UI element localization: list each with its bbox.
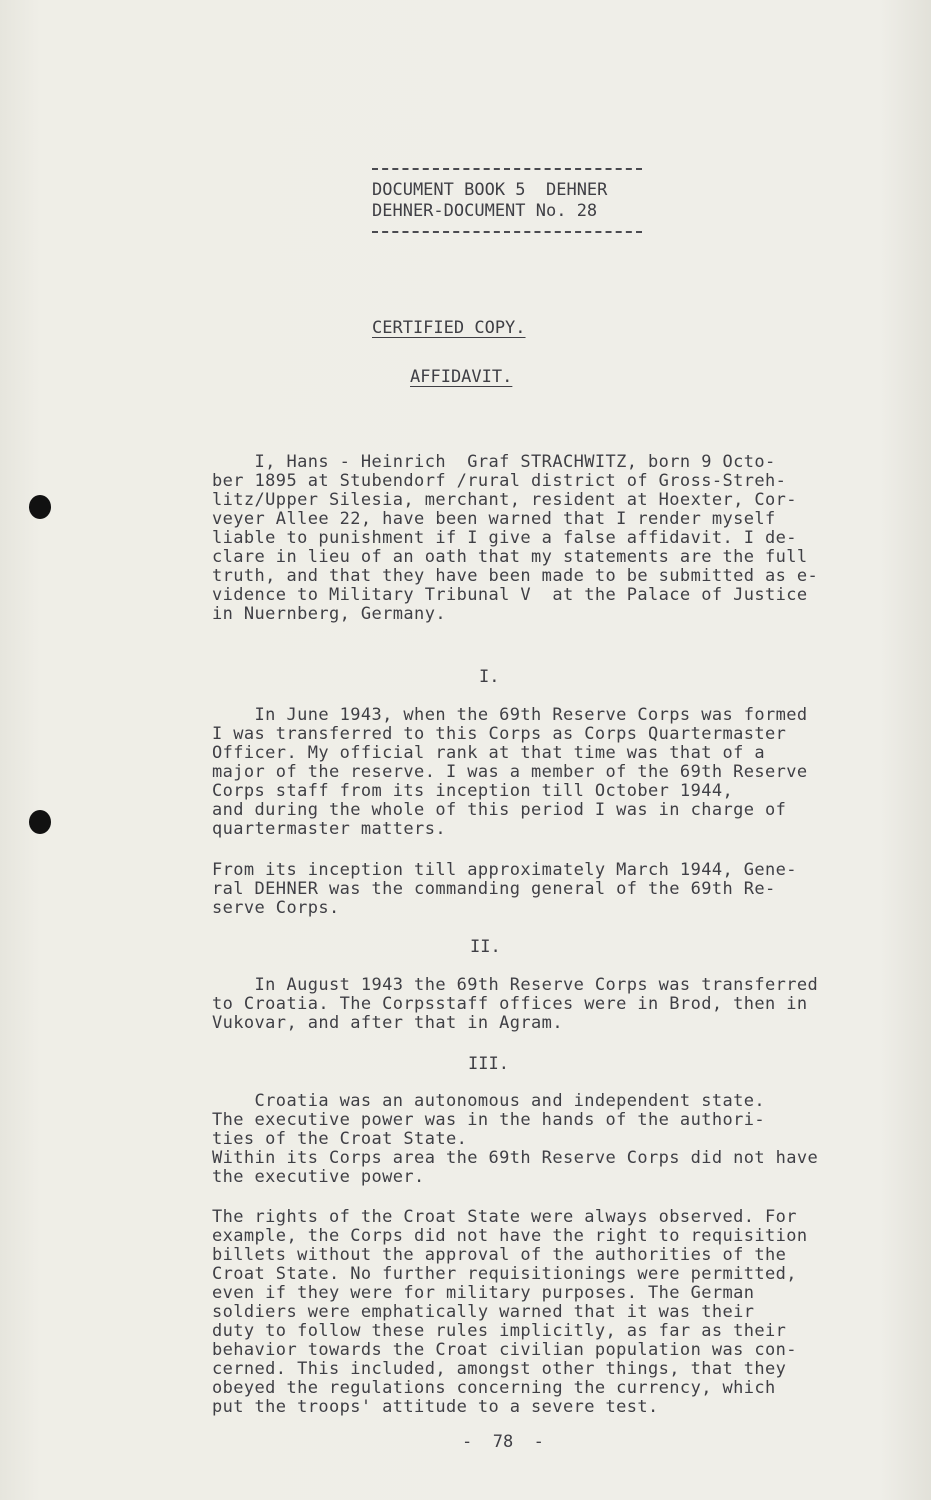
text-line: behavior towards the Croat civilian population was con- xyxy=(212,1340,797,1360)
section-heading-2: II. xyxy=(470,937,501,957)
text-line: In August 1943 the 69th Reserve Corps was transferred xyxy=(212,975,819,995)
text-line: Vukovar, and after that in Agram. xyxy=(212,1013,563,1033)
text-line: put the troops' attitude to a severe test. xyxy=(212,1397,659,1417)
text-line: obeyed the regulations concerning the currency, which xyxy=(212,1378,776,1398)
text-line: duty to follow these rules implicitly, as far as their xyxy=(212,1321,787,1341)
text-line: to Croatia. The Corpsstaff offices were in Brod, then in xyxy=(212,994,808,1014)
text-line: Officer. My official rank at that time was that of a xyxy=(212,743,766,763)
text-line: Corps staff from its inception till October 1944, xyxy=(212,781,734,801)
text-line: Croatia was an autonomous and independent state. xyxy=(212,1091,766,1111)
text-line: vidence to Military Tribunal V at the Palace of Justice xyxy=(212,585,808,605)
text-line: even if they were for military purposes. The German xyxy=(212,1283,755,1303)
text-line: serve Corps. xyxy=(212,898,340,918)
punch-hole-top xyxy=(29,495,51,519)
header-rule-top xyxy=(372,168,642,170)
text-line: and during the whole of this period I was in charge of xyxy=(212,800,787,820)
affidavit-title: AFFIDAVIT. xyxy=(410,367,513,387)
text-line: ber 1895 at Stubendorf /rural district of Gross-Streh- xyxy=(212,471,787,491)
text-line: example, the Corps did not have the right to requisition xyxy=(212,1226,808,1246)
text-line: Within its Corps area the 69th Reserve Corps did not have xyxy=(212,1148,819,1168)
text-line: soldiers were emphatically warned that it was their xyxy=(212,1302,755,1322)
text-line: The rights of the Croat State were always observed. For xyxy=(212,1207,797,1227)
text-line: ral DEHNER was the commanding general of the 69th Re- xyxy=(212,879,776,899)
text-line: ties of the Croat State. xyxy=(212,1129,468,1149)
text-line: truth, and that they have been made to be submitted as e- xyxy=(212,566,819,586)
certified-copy-title: CERTIFIED COPY. xyxy=(372,318,526,338)
text-line: the executive power. xyxy=(212,1167,425,1187)
text-line: major of the reserve. I was a member of the 69th Reserve xyxy=(212,762,808,782)
text-line: cerned. This included, amongst other things, that they xyxy=(212,1359,787,1379)
text-line: I, Hans - Heinrich Graf STRACHWITZ, born 9 Octo- xyxy=(212,452,776,472)
text-line: I was transferred to this Corps as Corps Quartermaster xyxy=(212,724,787,744)
text-line: The executive power was in the hands of the authori- xyxy=(212,1110,766,1130)
text-line: billets without the approval of the authorities of the xyxy=(212,1245,787,1265)
text-line: clare in lieu of an oath that my statements are the full xyxy=(212,547,808,567)
document-book-label: DOCUMENT BOOK 5 DEHNER xyxy=(372,180,608,200)
text-line: Croat State. No further requisitionings were permitted, xyxy=(212,1264,797,1284)
text-line: liable to punishment if I give a false affidavit. I de- xyxy=(212,528,797,548)
page-number: - 78 - xyxy=(462,1432,544,1452)
punch-hole-bottom xyxy=(29,810,51,834)
section-heading-1: I. xyxy=(479,667,500,687)
text-line: quartermaster matters. xyxy=(212,819,446,839)
header-rule-bottom xyxy=(372,231,642,233)
text-line: in Nuernberg, Germany. xyxy=(212,604,446,624)
text-line: litz/Upper Silesia, merchant, resident at Hoexter, Cor- xyxy=(212,490,797,510)
text-line: From its inception till approximately March 1944, Gene- xyxy=(212,860,797,880)
document-number-label: DEHNER-DOCUMENT No. 28 xyxy=(372,201,598,221)
section-heading-3: III. xyxy=(468,1054,509,1074)
text-line: veyer Allee 22, have been warned that I render myself xyxy=(212,509,776,529)
text-line: In June 1943, when the 69th Reserve Corps was formed xyxy=(212,705,808,725)
